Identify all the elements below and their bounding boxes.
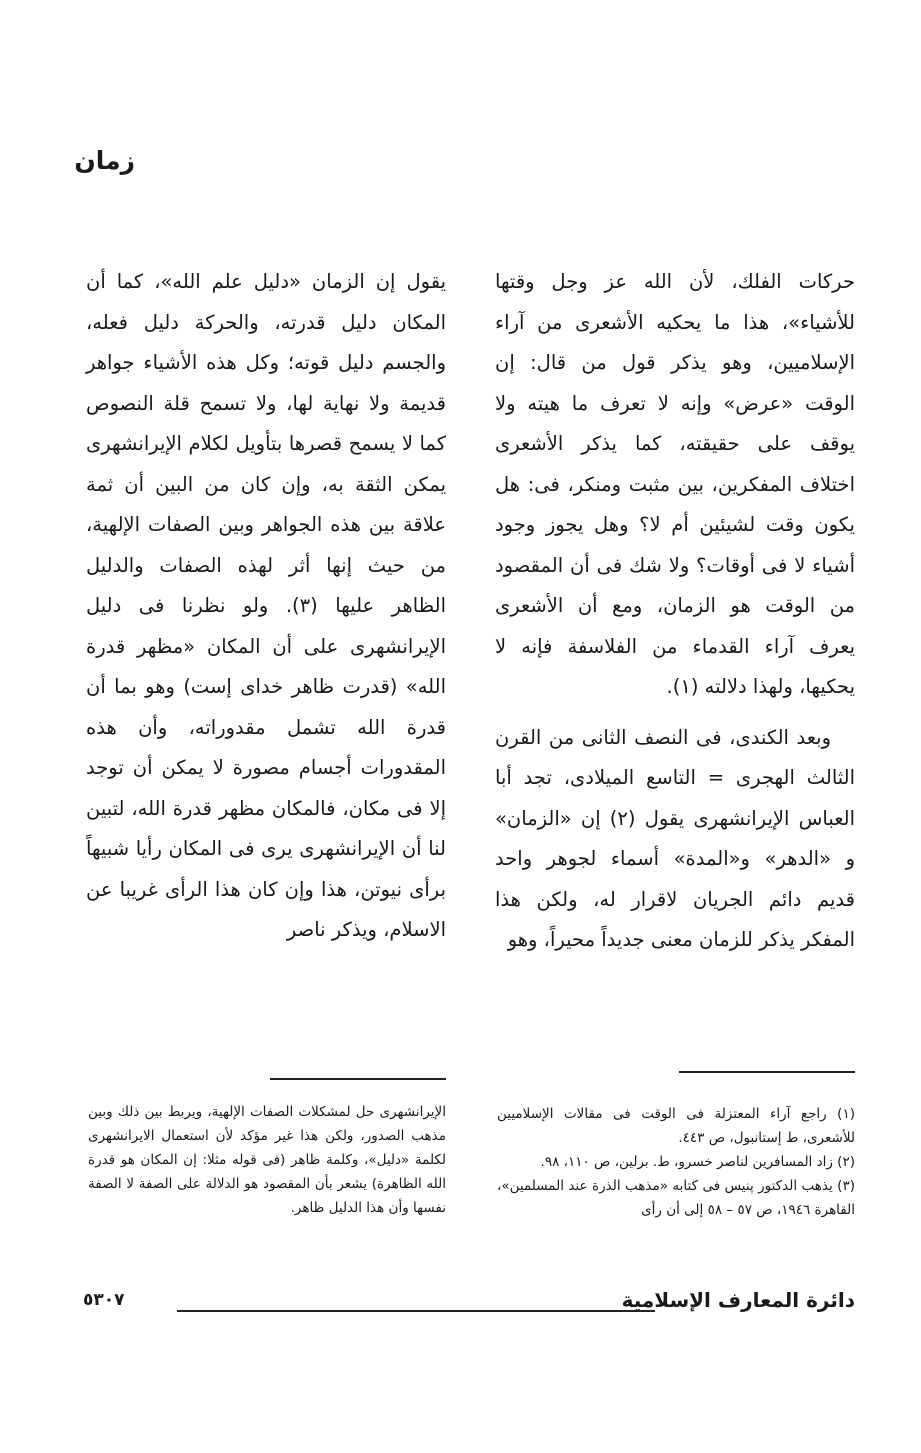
footer-rule [177, 1310, 655, 1312]
footnote-3-continuation: الإيرانشهرى حل لمشكلات الصفات الإلهية، ويربط بين ذلك وبين مذهب الصدور، ولكن هذا غير مؤكد لأن استعمال الايرانشهرى لكلمة «دليل»، وكلمة ظاهر (فى قوله مثلا: إن المكان هو قدرة الله الظاهرة) يشعر بأن المقصود هو الدلالة على الصفة لا الصفة نفسها وأن هذا الدليل ظاهر. [88, 1104, 446, 1216]
footnote-1: (١) راجع آراء المعتزلة فى الوقت فى مقالات الإسلاميين للأشعرى، ط إستانبول، ص ٤٤٣. [497, 1106, 855, 1146]
text-column-right [495, 262, 855, 961]
page-footer [83, 1288, 855, 1322]
paragraph: يقول إن الزمان «دليل علم الله»، كما أن المكان دليل قدرته، والحركة دليل فعله، والجسم دليل قوته؛ وكل هذه الأشياء جواهر قديمة ولا نهاية لها، ولا تسمح قلة النصوص كما لا يسمح قصرها بتأويل لكلام الإيرانشهرى يمكن الثقة به، وإن كان من البين أن ثمة علاقة بين هذه الجواهر وبين الصفات الإلهية، من حيث إنها أثر لهذه الصفات والدليل الظاهر عليها (٣). ولو نظرنا فى دليل الإيرانشهرى على أن المكان «مظهر قدرة الله» (قدرت ظاهر خداى إست) وهو بما أن قدرة الله تشمل مقدوراته، وأن هذه المقدورات أجسام مصورة لا يمكن أن توجد إلا فى مكان، فالمكان مظهر قدرة الله، لتبين لنا أن الإيرانشهرى يرى فى المكان رأيا شبيهاً برأى نيوتن، هذا وإن كان هذا الرأى غريبا عن الاسلام، ويذكر ناصر [86, 270, 446, 941]
running-head: زمان [74, 146, 135, 175]
paragraph: حركات الفلك، لأن الله عز وجل وقتها للأشياء»، هذا ما يحكيه الأشعرى من آراء الإسلاميين، وهو يذكر قول من قال: إن الوقت «عرض» وإنه لا تعرف ما هيته ولا يوقف على حقيقته، كما يذكر الأشعرى اختلاف المفكرين، بين مثبت ومنكر، فى: هل يكون وقت لشيئين أم لا؟ وهل يجوز وجود أشياء لا فى أوقات؟ ولا شك فى أن المقصود من الوقت هو الزمان، ومع أن الأشعرى يعرف آراء القدماء من الفلاسفة فإنه لا يحكيها، ولهذا دلالته (١). [495, 270, 855, 698]
footnote-2: (٢) زاد المسافرين لناصر خسرو، ط. برلين، ص ١١٠، ٩٨. [540, 1154, 855, 1170]
footer-title: دائرة المعارف الإسلامية [621, 1288, 855, 1312]
footnotes-right [497, 1102, 855, 1222]
text-column-left [86, 262, 446, 951]
footnote-divider-right [679, 1071, 855, 1073]
page-number: ٥٣٠٧ [83, 1290, 125, 1310]
paragraph: وبعد الكندى، فى النصف الثانى من القرن الثالث الهجرى = التاسع الميلادى، تجد أبا العباس الإيرانشهرى يقول (٢) إن «الزمان» و «الدهر» و«المدة» أسماء لجوهر واحد قديم دائم الجريان لاقرار له، ولكن هذا المفكر يذكر للزمان معنى جديداً محيراً، وهو [495, 725, 855, 951]
footnote-3: (٣) يذهب الدكتور پنيس فى كتابه «مذهب الذرة عند المسلمين»، القاهرة ١٩٤٦، ص ٥٧ – ٥٨ إلى أن رأى [497, 1178, 855, 1218]
footnotes-left [88, 1100, 446, 1220]
footnote-divider-left [270, 1078, 446, 1080]
